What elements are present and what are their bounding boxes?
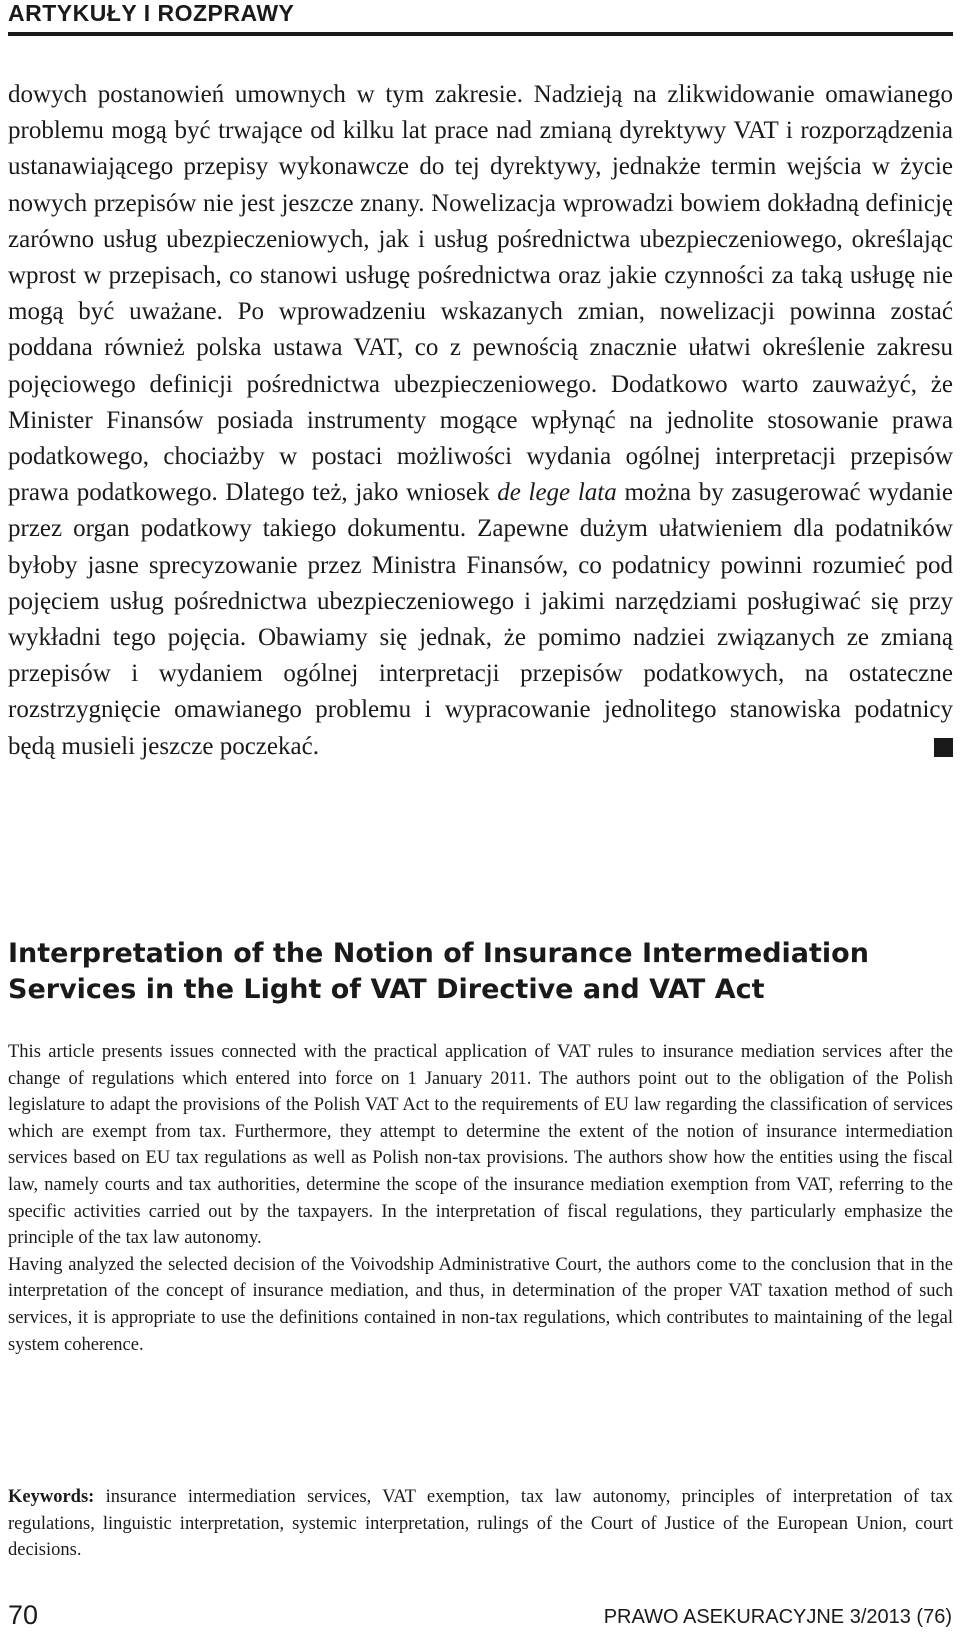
article-body [8,77,953,765]
article-body-part2: można by zasugerować wydanie przez organ podatkowy takiego dokumentu. Zapewne dużym ułatwieniem dla podatników byłoby jasne sprecyzowanie przez Ministra Finansów, co podatnicy powinni rozumieć pod pojęciem usług pośrednictwa ubezpieczeniowego i jakimi narzędziami posługiwać się przy wykładni tego pojęcia. Obawiamy się jednak, że pomimo nadziei związanych ze zmianą przepisów i wydaniem ogólnej interpretacji przepisów podatkowych, na ostateczne rozstrzygnięcie omawianego problemu i wypracowanie jednolitego stanowiska podatnicy będą musieli jeszcze poczekać. [8,479,954,760]
journal-name: PRAWO ASEKURACYJNE 3/2013 (76) [603,1606,952,1628]
section-header [8,0,953,36]
keywords-label: Keywords: [8,1487,95,1507]
keywords [8,1484,953,1564]
abstract-title: Interpretation of the Notion of Insurance Intermediation Services in the Light of VAT Directive and VAT Act [8,938,869,1005]
section-title: ARTYKUŁY I ROZPRAWY [8,0,295,26]
abstract-paragraph-1: This article presents issues connected with the practical application of VAT rules to insurance mediation services after the change of regulations which entered into force on 1 January 2011. The authors point out to the obligation of the Polish legislature to adapt the provisions of the Polish VAT Act to the requirements of EU law regarding the classification of services which are exempt from tax. Furthermore, they attempt to determine the extent of the notion of insurance intermediation services based on EU tax regulations as well as Polish non-tax provisions. The authors show how the entities using the fiscal law, namely courts and tax authorities, determine the scope of the insurance mediation exemption from VAT, referring to the specific activities carried out by the taxpayers. In the interpretation of fiscal regulations, they particularly emphasize the principle of the tax law autonomy. [8,1042,953,1249]
keywords-text: insurance intermediation services, VAT exemption, tax law autonomy, principles of interpretation of tax regulations, linguistic interpretation, systemic interpretation, rulings of the Court of Justice of the European Union, court decisions. [8,1487,954,1561]
page-number: 70 [8,1600,39,1630]
abstract [8,1039,953,1358]
end-of-article-square-icon [934,738,953,757]
article-body-italic: de lege lata [497,479,617,507]
article-body-part1: dowych postanowień umownych w tym zakresie. Nadzieją na zlikwidowanie omawianego problemu mogą być trwające od kilku lat prace nad zmianą dyrektywy VAT i rozporządzenia ustanawiającego przepisy wykonawcze do tej dyrektywy, jednakże termin wejścia w życie nowych przepisów nie jest jeszcze znany. Nowelizacja wprowadzi bowiem dokładną definicję zarówno usług ubezpieczeniowych, jak i usług pośrednictwa ubezpieczeniowego, określając wprost w przepisach, co stanowi usługę pośrednictwa oraz jakie czynności za taką usługę nie mogą być uważane. Po wprowadzeniu wskazanych zmian, nowelizacji powinna zostać poddana również polska ustawa VAT, co z pewnością znacznie ułatwi określenie zakresu pojęciowego definicji pośrednictwa ubezpieczeniowego. Dodatkowo warto zauważyć, że Minister Finansów posiada instrumenty mogące wpłynąć na jednolite stosowanie prawa podatkowego, chociażby w postaci możliwości wydania ogólnej interpretacji przepisów prawa podatkowego. Dlatego też, jako wniosek [8,81,953,507]
abstract-paragraph-2: Having analyzed the selected decision of the Voivodship Administrative Court, the authors come to the conclusion that in the interpretation of the concept of insurance mediation, and thus, in determination of the proper VAT taxation method of such services, it is appropriate to use the definitions contained in non-tax regulations, which contributes to maintaining of the legal system coherence. [8,1254,953,1355]
